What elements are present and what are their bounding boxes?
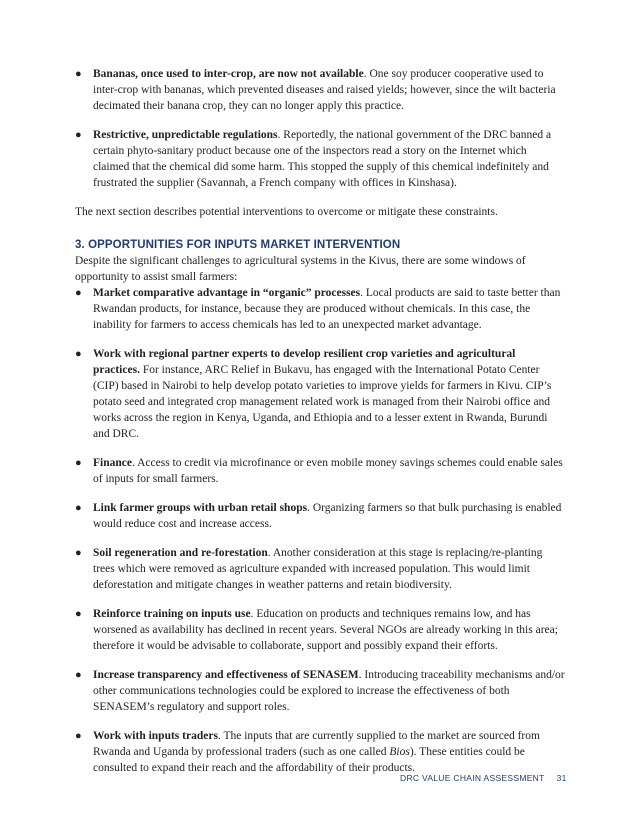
bullet-bold-text: Link farmer groups with urban retail shops (93, 502, 308, 514)
bullet-bold-text: Bananas, once used to inter-crop, are now not available (93, 68, 364, 80)
page-number: 31 (556, 773, 567, 783)
bullet-text: . Access to credit via microfinance or even mobile money savings schemes could enable sales of inputs for small farmers. (93, 457, 563, 485)
bullet-item-training (75, 606, 565, 654)
bullet-bold-text: Reinforce training on inputs use (93, 608, 251, 620)
bullet-text: . One soy producer cooperative used to inter-crop with bananas, which prevented diseases and raised yields; however, since the wilt bacteria decimated their banana crop, they can no longer apply this practice. (93, 68, 556, 112)
opportunities-bullet-list (75, 285, 565, 776)
bullet-icon: ● (75, 608, 82, 620)
bullet-icon: ● (75, 129, 82, 141)
bullet-icon: ● (75, 457, 82, 469)
page-content (75, 66, 565, 789)
bullet-bold-text: Soil regeneration and re-forestation (93, 547, 268, 559)
bullet-bold-text: Market comparative advantage in “organic” processes (93, 287, 361, 299)
bullet-bold-text: Increase transparency and effectiveness of SENASEM (93, 669, 359, 681)
bullet-item-senasem (75, 667, 565, 715)
bullet-text: . Another consideration at this stage is replacing/re-planting trees which were removed as agriculture expanded with increased population. This would limit deforestation and mitigate changes in weather patterns and retain biodiversity. (93, 547, 543, 591)
bullet-item-organic (75, 285, 565, 333)
bullet-item-bananas (75, 66, 565, 114)
bullet-text: . The inputs that are currently supplied to the market are sourced from Rwanda and Uganda by professional traders (such as one called (93, 730, 540, 758)
bullet-text: . Local products are said to taste better than Rwandan products, for instance, because they are produced without chemicals. In this case, the inability for farmers to access chemicals has led to an unexpected market advantage. (93, 287, 561, 331)
bullet-bold-text: Restrictive, unpredictable regulations (93, 129, 278, 141)
bullet-icon: ● (75, 547, 82, 559)
bullet-icon: ● (75, 730, 82, 742)
bullet-italic-text: Bios (389, 746, 410, 758)
section-heading: 3. OPPORTUNITIES FOR INPUTS MARKET INTERVENTION (75, 239, 401, 251)
section-intro: Despite the significant challenges to agricultural systems in the Kivus, there are some windows of opportunity to assist small farmers: (75, 255, 526, 283)
bullet-text: . Reportedly, the national government of the DRC banned a certain phyto-sanitary product because one of the inspectors read a story on the Internet which claimed that the chemical did some harm. This stopped the supply of this chemical indefinitely and frustrated the supplier (Savannah, a French company with offices in Kinshasa). (93, 129, 552, 189)
bullet-text-after: ). These entities could be consulted to expand their reach and the affordability of their products. (93, 746, 525, 774)
footer-title: DRC VALUE CHAIN ASSESSMENT (400, 773, 545, 783)
bullet-icon: ● (75, 287, 82, 299)
bullet-item-retail-shops (75, 500, 565, 532)
bullet-text: . Education on products and techniques remains low, and has worsened as availability has declined in recent years. Several NGOs are already working in this area; therefore it would be advisable to collaborate, support and possibly expand their efforts. (93, 608, 558, 652)
bullet-text: . Organizing farmers so that bulk purchasing is enabled would reduce cost and increase access. (93, 502, 562, 530)
next-section-paragraph: The next section describes potential interventions to overcome or mitigate these constraints. (75, 206, 498, 218)
page-footer (400, 773, 567, 783)
bullet-item-finance (75, 455, 565, 487)
bullet-bold-text: Work with regional partner experts to develop resilient crop varieties and agricultural practices. (93, 348, 516, 376)
bullet-item-regulations (75, 127, 565, 191)
bullet-icon: ● (75, 669, 82, 681)
bullet-bold-text: Work with inputs traders (93, 730, 218, 742)
constraints-bullet-list (75, 66, 565, 191)
bullet-text: For instance, ARC Relief in Bukavu, has engaged with the International Potato Center (CIP) based in Nairobi to help develop potato varieties to improve yields for farmers in Kivu. CIP’s potato seed and integrated crop management related work is managed from their Nairobi office and works across the region in Kenya, Uganda, and Ethiopia and to a lesser extent in Rwanda, Burundi and DRC. (93, 364, 552, 440)
bullet-icon: ● (75, 68, 82, 80)
bullet-item-soil (75, 545, 565, 593)
bullet-bold-text: Finance (93, 457, 132, 469)
bullet-icon: ● (75, 348, 82, 360)
bullet-item-traders (75, 728, 565, 776)
bullet-text: . Introducing traceability mechanisms and/or other communications technologies could be explored to increase the effectiveness of both SENASEM’s regulatory and support roles. (93, 669, 565, 713)
bullet-item-regional-partners (75, 346, 565, 442)
bullet-icon: ● (75, 502, 82, 514)
